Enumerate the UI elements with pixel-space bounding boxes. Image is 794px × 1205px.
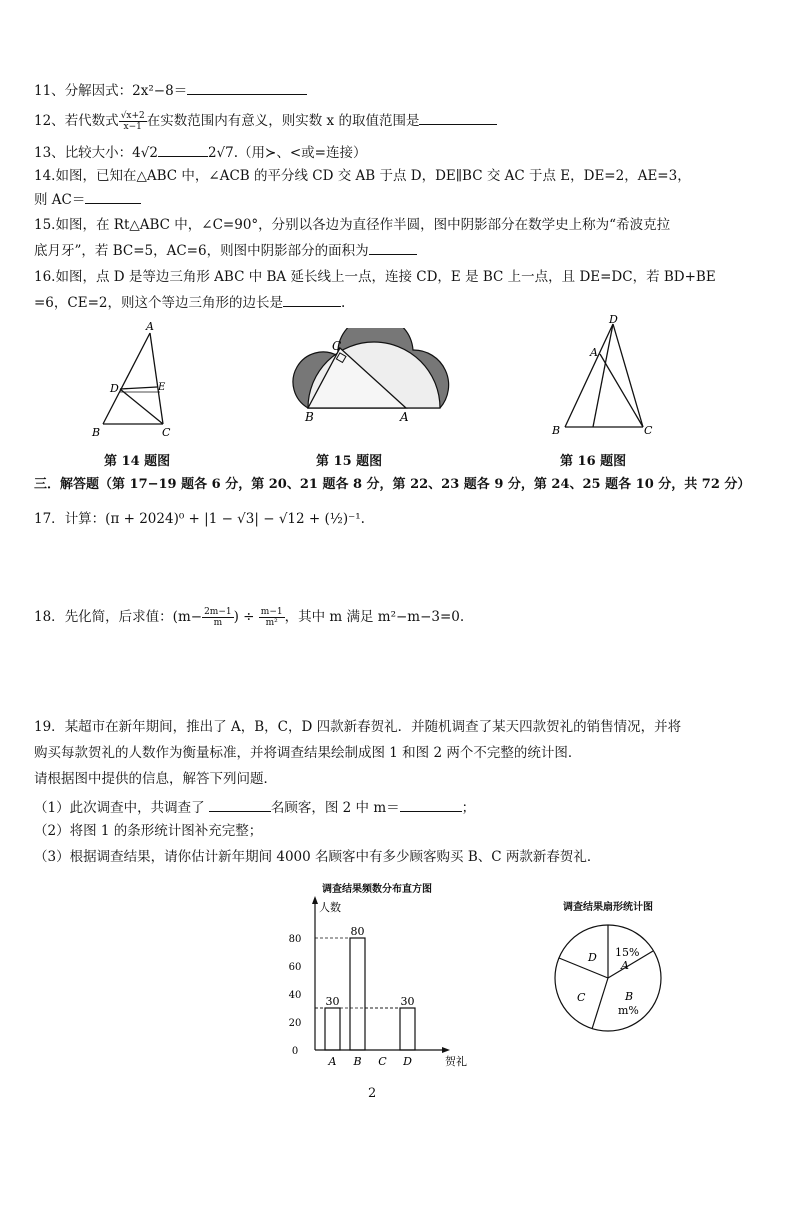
fig14-line-AB — [103, 333, 150, 424]
q13-answer-blank[interactable] — [158, 142, 208, 157]
question-15-line1 — [34, 216, 670, 234]
q12-text-pre: 若代数式 — [64, 113, 119, 129]
bar-chart-data-label: 30 — [400, 995, 415, 1008]
figure-14 — [80, 318, 210, 443]
question-14-line1 — [34, 167, 691, 185]
fig14-line-AC — [150, 333, 163, 424]
q12-frac-denominator: x−1 — [123, 122, 142, 132]
q18-fraction-1 — [202, 607, 234, 628]
bar-chart-bar-A — [325, 1008, 340, 1050]
question-15-line2 — [34, 240, 417, 260]
q16-text-line1: 如图，点 D 是等边三角形 ABC 中 BA 延长线上一点，连接 CD，E 是 BC 上一点，且 DE=DC，若 BD+BE — [55, 269, 716, 285]
q15-text-line2: 底月牙”，若 BC=5，AC=6，则图中阴影部分的面积为 — [34, 243, 369, 259]
fig16-label-A: A — [590, 346, 598, 359]
pie-slice-B-value: m% — [618, 1004, 639, 1017]
fig15-label-B: B — [305, 410, 314, 424]
question-12 — [34, 110, 497, 132]
q18-frac1-numerator: 2m−1 — [204, 607, 232, 617]
bar-chart-x-arrow — [442, 1047, 450, 1053]
q19-sub1-blank-m[interactable] — [400, 797, 462, 812]
q18-frac1-denominator: m — [213, 618, 223, 628]
bar-chart-bar-B — [350, 938, 365, 1050]
fig16-caption: 第 16 题图 — [560, 454, 627, 469]
bar-chart-data-label: 80 — [350, 925, 365, 938]
page-number: 2 — [368, 1086, 377, 1101]
bar-chart-ytick-label: 60 — [288, 962, 302, 973]
q17-number: 17． — [34, 511, 65, 527]
fig14-caption: 第 14 题图 — [104, 454, 171, 469]
pie-slice-D-label: D — [588, 951, 597, 964]
q18-frac2-denominator: m² — [265, 618, 278, 628]
bar-chart-ylabel: 人数 — [319, 901, 341, 914]
q14-answer-blank[interactable] — [85, 189, 141, 204]
q19-text-line1: 某超市在新年期间，推出了 A，B，C，D 四款新春贺礼．并随机调查了某天四款贺礼的销售情况，并将 — [64, 719, 682, 735]
q18-text-pre: 先化简，后求值：(m− — [64, 609, 203, 625]
q16-text-line2: =6，CE=2，则这个等边三角形的边长是 — [34, 295, 283, 311]
question-17 — [34, 510, 365, 528]
fig16-label-D: D — [609, 313, 618, 326]
question-13 — [34, 142, 366, 162]
q19-sub1-blank-total[interactable] — [209, 797, 271, 812]
question-11 — [34, 80, 307, 100]
q13-text-post: 2√7.（用≻、<或=连接） — [207, 145, 367, 161]
bar-chart-bar-D — [400, 1008, 415, 1050]
q19-number: 19． — [34, 719, 65, 735]
fig14-label-C: C — [162, 426, 171, 439]
question-14-line2 — [34, 189, 141, 209]
q15-text-line1: 如图，在 Rt△ABC 中，∠C=90°，分别以各边为直径作半圆，图中阴影部分在数学史上称为“希波克拉 — [55, 217, 671, 233]
pie-divider-4 — [559, 958, 608, 978]
fig16-line-DB — [565, 324, 613, 427]
q17-text: 计算：(π + 2024)⁰ + |1 − √3| − √12 + (½)⁻¹. — [64, 511, 365, 527]
pie-chart — [548, 918, 670, 1040]
q16-number: 16. — [34, 269, 56, 285]
question-19-sub1 — [34, 797, 475, 817]
question-16-line1 — [34, 268, 716, 286]
figure-16 — [545, 312, 665, 437]
q16-answer-blank[interactable] — [283, 292, 341, 307]
fig16-line-DE — [593, 324, 613, 427]
question-16-line2: =6，CE=2，则这个等边三角形的边长是 . — [34, 292, 345, 312]
pie-chart-title: 调查结果扇形统计图 — [563, 902, 653, 913]
bar-chart-ytick-label: 20 — [288, 1018, 302, 1029]
bar-chart-xlabel: 贺礼 — [445, 1055, 467, 1068]
q18-text-mid: ) ÷ — [233, 609, 259, 625]
pie-slice-A-value: 15% — [615, 946, 640, 959]
fig14-label-D: D — [110, 382, 119, 395]
figure-15 — [288, 328, 458, 428]
q15-answer-blank[interactable] — [369, 240, 417, 255]
q12-fraction — [119, 111, 147, 132]
bar-chart-category-label: B — [353, 1055, 362, 1068]
q14-text-line2: 则 AC＝ — [34, 192, 86, 208]
q18-text-post: ，其中 m 满足 m²−m−3=0. — [284, 609, 465, 625]
q13-text-pre: 比较大小：4√2 — [64, 145, 158, 161]
question-19-line2: 购买每款贺礼的人数作为衡量标准，并将调查结果绘制成图 1 和图 2 两个不完整的统计图． — [34, 745, 582, 761]
q12-answer-blank[interactable] — [419, 110, 497, 125]
fig16-line-DC — [613, 324, 643, 427]
q11-answer-blank[interactable] — [187, 80, 307, 95]
q19-sub1-pre: （1）此次调查中，共调查了 — [34, 800, 205, 816]
pie-slice-A-label: A — [621, 959, 629, 972]
fig15-label-C: C — [332, 339, 342, 353]
bar-chart-category-label: A — [328, 1055, 337, 1068]
q12-frac-numerator: √x+2 — [120, 111, 145, 121]
bar-chart-ytick-label: 40 — [288, 990, 302, 1001]
q12-number: 12、 — [34, 113, 65, 129]
bar-chart-ytick-label: 0 — [291, 1046, 299, 1057]
fig14-label-B: B — [92, 426, 101, 439]
q11-text: 分解因式：2x²−8＝ — [64, 83, 188, 99]
q19-sub1-mid: 名顾客，图 2 中 m＝ — [270, 800, 400, 816]
q19-sub1-end: ； — [461, 800, 476, 816]
fig14-label-A: A — [146, 320, 154, 333]
question-18 — [34, 607, 464, 628]
bar-chart — [285, 895, 475, 1080]
q13-number: 13、 — [34, 145, 65, 161]
q18-frac2-numerator: m−1 — [260, 607, 283, 617]
pie-slice-C-label: C — [577, 991, 586, 1004]
fig15-label-A: A — [400, 410, 409, 424]
fig16-line-AC — [600, 354, 643, 427]
question-19-sub3: （3）根据调查结果，请你估计新年期间 4000 名顾客中有多少顾客购买 B、C 两款新春贺礼． — [34, 849, 601, 865]
fig16-label-C: C — [644, 424, 653, 437]
fig14-label-E: E — [158, 382, 166, 393]
q14-number: 14. — [34, 168, 56, 184]
fig14-line-CD — [120, 389, 163, 424]
bar-chart-title: 调查结果频数分布直方图 — [322, 884, 432, 895]
fig14-line-DE — [120, 387, 157, 389]
question-19-line3: 请根据图中提供的信息，解答下列问题． — [34, 771, 277, 787]
bar-chart-y-arrow — [312, 896, 318, 904]
section-3-heading: 三．解答题（第 17−19 题各 6 分，第 20、21 题各 8 分，第 22、23 题各 9 分，第 24、25 题各 10 分，共 72 分） — [34, 477, 751, 492]
bar-chart-ytick-label: 80 — [288, 934, 302, 945]
pie-divider-3 — [592, 978, 608, 1029]
q15-number: 15. — [34, 217, 56, 233]
question-19-sub2: （2）将图 1 的条形统计图补充完整； — [34, 823, 263, 839]
pie-slice-B-label: B — [625, 990, 634, 1003]
q12-text-post: 在实数范围内有意义，则实数 x 的取值范围是 — [146, 113, 420, 129]
bar-chart-data-label: 30 — [325, 995, 340, 1008]
fig15-caption: 第 15 题图 — [316, 454, 383, 469]
fig16-label-B: B — [552, 424, 561, 437]
q11-number: 11、 — [34, 83, 65, 99]
bar-chart-category-label: D — [403, 1055, 412, 1068]
q18-number: 18． — [34, 609, 65, 625]
question-19-line1 — [34, 718, 681, 736]
bar-chart-category-label: C — [378, 1055, 387, 1068]
q14-text-line1: 如图，已知在△ABC 中，∠ACB 的平分线 CD 交 AB 于点 D，DE∥BC 交 AC 于点 E，DE=2，AE=3， — [55, 168, 691, 184]
q18-fraction-2 — [259, 607, 285, 628]
